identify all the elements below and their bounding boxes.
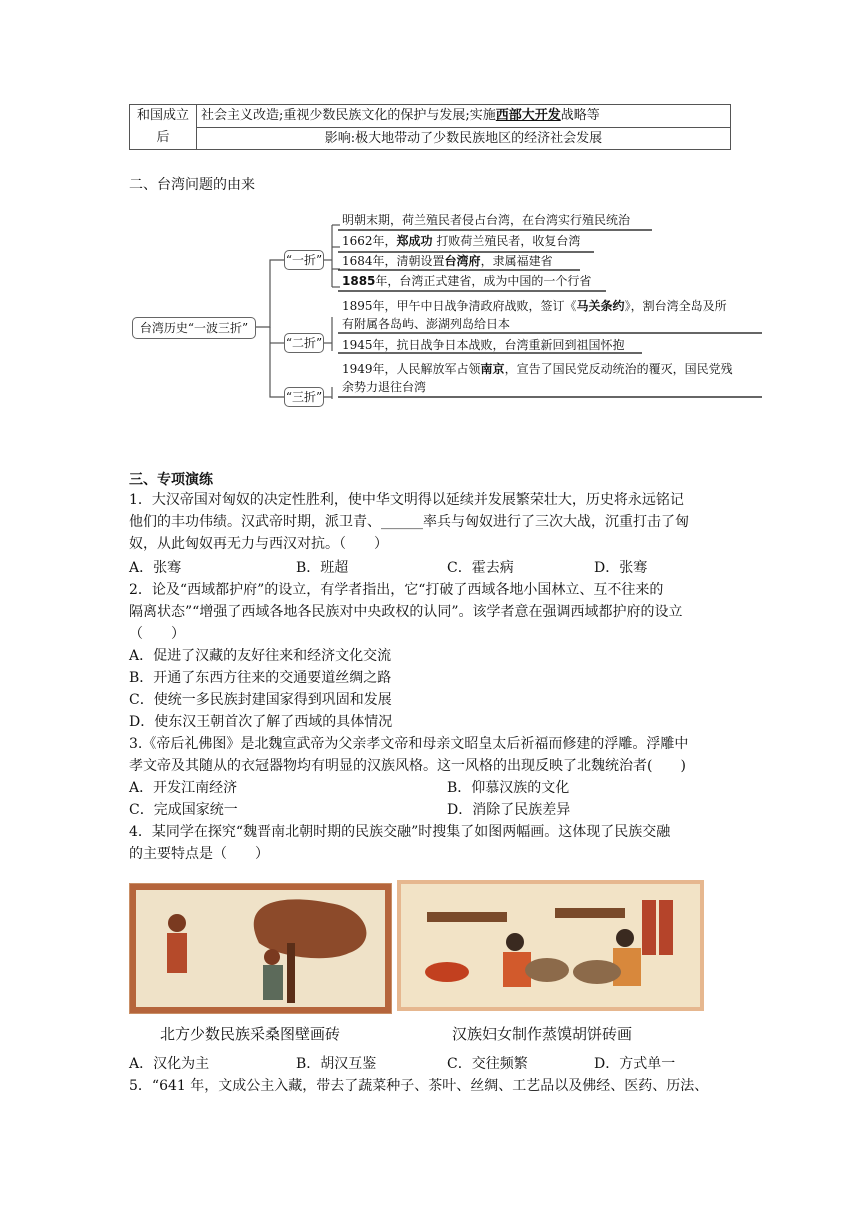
question-5: 5．“641 年，文成公主入藏，带去了蔬菜种子、茶叶、丝绸、工艺品以及佛经、医药、历法、 xyxy=(129,1078,709,1094)
question-4: 4．某同学在探究“魏晋南北朝时期的民族交融”时搜集了如图两幅画。这体现了民族交融 的主要特点是（ ） xyxy=(129,824,671,862)
brick-drawing xyxy=(397,880,704,1011)
section-title-taiwan: 二、台湾问题的由来 xyxy=(129,177,255,193)
table-row-impact: 影响:极大地带动了少数民族地区的经济社会发展 xyxy=(324,131,603,146)
bread-making-brick-image xyxy=(397,880,704,1011)
mindmap-item: 余势力退往台湾 xyxy=(342,380,427,394)
row-bold-text: 西部大开发 xyxy=(495,108,561,123)
cell-text: 后 xyxy=(156,130,170,145)
mindmap-root: 台湾历史“一波三折” xyxy=(132,317,256,339)
q1-option-d: D．张骞 xyxy=(594,560,648,576)
q3-option-a: A．开发江南经济 xyxy=(129,780,238,796)
q2-option-d: D．使东汉王朝首次了解了西域的具体情况 xyxy=(129,714,393,730)
q2-option-c: C．使统一多民族封建国家得到巩固和发展 xyxy=(129,692,392,708)
image-caption-right: 汉族妇女制作蒸馍胡饼砖画 xyxy=(452,1025,633,1043)
section-title-practice: 三、专项演练 xyxy=(129,472,213,488)
q4-option-c: C．交往频繁 xyxy=(447,1056,528,1072)
mindmap-item: 1949年，人民解放军占领南京，宣告了国民党反动统治的覆灭，国民党残 xyxy=(342,362,733,376)
taiwan-mindmap xyxy=(132,207,768,412)
q4-option-b: B．胡汉互鉴 xyxy=(296,1056,377,1072)
question-3: 3.《帝后礼佛图》是北魏宣武帝为父亲孝文帝和母亲文昭皇太后祈福而修建的浮雕。浮雕中 孝文帝及其随从的衣冠器物均有明显的汉族风格。这一风格的出现反映了北魏统治者( ) xyxy=(129,736,689,774)
mindmap-item: 1662年，郑成功 打败荷兰殖民者，收复台湾 xyxy=(342,234,581,248)
mindmap-item: 有附属各岛屿、澎湖列岛给日本 xyxy=(342,317,511,331)
branch-second: “二折” xyxy=(284,333,324,353)
cell-text: 和国成立 xyxy=(136,108,189,123)
policy-table xyxy=(129,104,731,150)
q1-option-b: B．班超 xyxy=(296,560,349,576)
branch-third: “三折” xyxy=(284,387,324,407)
q3-option-c: C．完成国家统一 xyxy=(129,802,238,818)
image-caption-left: 北方少数民族采桑图壁画砖 xyxy=(160,1025,341,1043)
mural-drawing xyxy=(129,883,392,1014)
mindmap-item: 1895年，甲午中日战争清政府战败，签订《马关条约》，割台湾全岛及所 xyxy=(342,299,727,313)
mindmap-item: 明朝末期，荷兰殖民者侵占台湾，在台湾实行殖民统治 xyxy=(342,213,631,227)
mindmap-item: 1684年，清朝设置台湾府，隶属福建省 xyxy=(342,254,553,268)
q1-option-c: C．霍去病 xyxy=(447,560,514,576)
question-1: 1．大汉帝国对匈奴的决定性胜利，使中华文明得以延续并发展繁荣壮大，历史将永远铭记 他们的丰功伟绩。汉武帝时期，派卫青、______率兵与匈奴进行了三次大战，沉重打击了匈 奴，从此匈奴再无力与西汉对抗。（ ） xyxy=(129,492,689,552)
row-text: 社会主义改造;重视少数民族文化的保护与发展;实施 xyxy=(201,108,496,123)
mindmap-item: 1885年，台湾正式建省，成为中国的一个行省 xyxy=(342,274,592,288)
q2-option-b: B．开通了东西方往来的交通要道丝绸之路 xyxy=(129,670,392,686)
branch-first: “一折” xyxy=(284,250,324,270)
row-text: 战略等 xyxy=(560,108,600,123)
table-cell-period xyxy=(130,105,197,149)
mindmap-item: 1945年，抗日战争日本战败，台湾重新回到祖国怀抱 xyxy=(342,338,625,352)
q3-option-d: D．消除了民族差异 xyxy=(447,802,571,818)
q2-option-a: A．促进了汉藏的友好往来和经济文化交流 xyxy=(129,648,392,664)
q4-option-a: A．汉化为主 xyxy=(129,1056,210,1072)
table-row-measures xyxy=(197,105,730,128)
mulberry-picking-mural-image xyxy=(129,883,392,1014)
q1-option-a: A．张骞 xyxy=(129,560,182,576)
q4-option-d: D．方式单一 xyxy=(594,1056,676,1072)
question-2: 2．论及“西域都护府”的设立，有学者指出，它“打破了西域各地小国林立、互不往来的 隔离状态”“增强了西域各地各民族对中央政权的认同”。该学者意在强调西域都护府的设立 （ ） A．促进了汉藏的友好往来和经济文化交流 B．开通了东西方往来的交通要道丝绸之路 C．使统一多民族封建国家得到巩固和发展 D．使东汉王朝首次了解了西域的具体情况 xyxy=(129,579,682,733)
q3-option-b: B．仰慕汉族的文化 xyxy=(447,780,570,796)
